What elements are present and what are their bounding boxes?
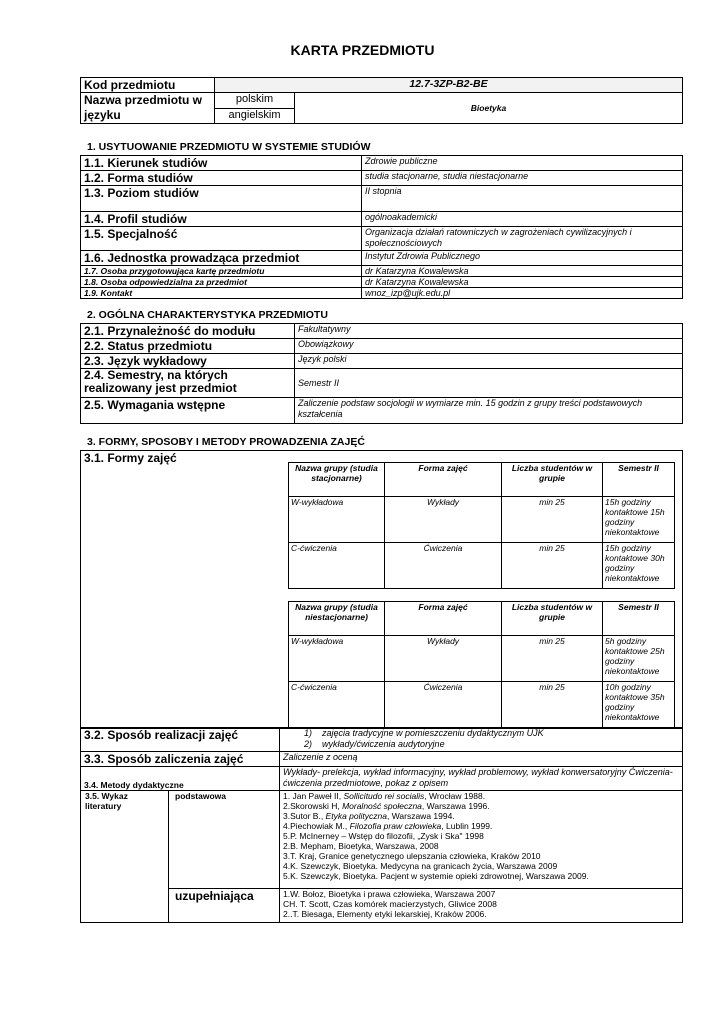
sposob-item: 2) wykłady/ćwiczenia audytoryjne bbox=[304, 739, 445, 749]
s2-value: Obowiązkowy bbox=[295, 339, 683, 354]
cell: W-wykładowa bbox=[289, 636, 385, 682]
sposob-item: 1) zajęcia tradycyjne w pomieszczeniu dydaktycznym UJK bbox=[304, 728, 544, 738]
s2-label: 2.1. Przynależność do modułu bbox=[81, 324, 295, 339]
cell: min 25 bbox=[502, 543, 603, 589]
cell: W-wykładowa bbox=[289, 497, 385, 543]
s2-value: Fakultatywny bbox=[295, 324, 683, 339]
metody-value: Wykłady- prelekcja, wykład informacyjny, wykład problemowy, wykład konwersatoryjny Ćwiczenia- ćwiczenia przedmiotowe, pokaz z opisem bbox=[280, 767, 683, 791]
section2-heading: 2. OGÓLNA CHARAKTERYSTYKA PRZEDMIOTU bbox=[87, 309, 328, 321]
s1-value: II stopnia bbox=[362, 186, 683, 212]
section1-heading: 1. USYTUOWANIE PRZEDMIOTU W SYSTEMIE STUDIÓW bbox=[87, 141, 371, 153]
s1-value: studia stacjonarne, studia niestacjonarne bbox=[362, 171, 683, 186]
table-stacjonarne bbox=[288, 462, 675, 589]
cell: 15h godziny kontaktowe 15h godziny niekontaktowe bbox=[603, 497, 675, 543]
s1-label: 1.7. Osoba przygotowująca kartę przedmiotu bbox=[81, 266, 362, 277]
section3-lower-table bbox=[80, 727, 683, 923]
s1-label: 1.4. Profil studiów bbox=[81, 212, 362, 227]
s1-label: 1.2. Forma studiów bbox=[81, 171, 362, 186]
lit-item: 5.K. Szewczyk, Bioetyka. Pacjent w systemie opieki zdrowotnej, Warszawa 2009. bbox=[283, 871, 589, 881]
table-niestacjonarne bbox=[288, 601, 675, 728]
section1-table bbox=[80, 155, 683, 299]
cell: Wykłady bbox=[385, 636, 502, 682]
lit-item: 3.Sutor B., Etyka polityczna, Warszawa 1994. bbox=[283, 811, 455, 821]
header-table bbox=[80, 77, 683, 124]
th-liczba: Liczba studentów w grupie bbox=[502, 463, 603, 497]
zaliczenie-label: 3.3. Sposób zaliczenia zajęć bbox=[81, 752, 280, 767]
s2-label: 2.3. Język wykładowy bbox=[81, 354, 295, 369]
th-nazwa: Nazwa grupy (studia stacjonarne) bbox=[289, 463, 385, 497]
nazwa-label: Nazwa przedmiotu w języku bbox=[81, 93, 215, 124]
s1-value: wnoz_izp@ujk.edu.pl bbox=[362, 288, 683, 299]
cell: Wykłady bbox=[385, 497, 502, 543]
s1-label: 1.5. Specjalność bbox=[81, 227, 362, 251]
s1-value: ogólnoakademicki bbox=[362, 212, 683, 227]
kod-label: Kod przedmiotu bbox=[81, 78, 215, 93]
cell: C-ćwiczenia bbox=[289, 682, 385, 728]
s1-label: 1.9. Kontakt bbox=[81, 288, 362, 299]
lit-item: 3.T. Kraj, Granice genetycznego ulepszania człowieka, Kraków 2010 bbox=[283, 851, 541, 861]
th-nazwa: Nazwa grupy (studia niestacjonarne) bbox=[289, 602, 385, 636]
cell: min 25 bbox=[502, 497, 603, 543]
lit-item: 1.W. Bołoz, Bioetyka i prawa człowieka, Warszawa 2007 bbox=[283, 889, 496, 899]
metody-label: 3.4. Metody dydaktyczne bbox=[81, 767, 280, 791]
s2-label: 2.2. Status przedmiotu bbox=[81, 339, 295, 354]
lang-english: angielskim bbox=[215, 108, 295, 124]
s1-label: 1.3. Poziom studiów bbox=[81, 186, 362, 212]
s1-value: Instytut Zdrowia Publicznego bbox=[362, 251, 683, 266]
th-semestr: Semestr II bbox=[603, 463, 675, 497]
s1-label: 1.8. Osoba odpowiedzialna za przedmiot bbox=[81, 277, 362, 288]
kod-value: 12.7-3ZP-B2-BE bbox=[215, 78, 683, 93]
cell: 5h godziny kontaktowe 25h godziny niekontaktowe bbox=[603, 636, 675, 682]
page-title: KARTA PRZEDMIOTU bbox=[290, 42, 435, 58]
cell: Ćwiczenia bbox=[385, 543, 502, 589]
cell: min 25 bbox=[502, 636, 603, 682]
zaliczenie-value: Zaliczenie z oceną bbox=[280, 752, 683, 767]
s1-value: Organizacja działań ratowniczych w zagrożeniach cywilizacyjnych i społecznościowych bbox=[362, 227, 683, 251]
lit-item: 2.Skorowski H, Moralność społeczna, Warszawa 1996. bbox=[283, 801, 490, 811]
s2-label: 2.5. Wymagania wstępne bbox=[81, 398, 295, 424]
lit-item: 1. Jan Paweł II, Sollicitudo rei socialis, Wrocław 1988. bbox=[283, 791, 486, 801]
th-semestr: Semestr II bbox=[603, 602, 675, 636]
cell: C-ćwiczenia bbox=[289, 543, 385, 589]
lang-polish: polskim bbox=[215, 93, 295, 109]
s1-label: 1.1. Kierunek studiów bbox=[81, 156, 362, 171]
cell: Ćwiczenia bbox=[385, 682, 502, 728]
lit-item: 2..T. Biesaga, Elementy etyki lekarskiej, Kraków 2006. bbox=[283, 909, 487, 919]
th-forma: Forma zajęć bbox=[385, 463, 502, 497]
th-liczba: Liczba studentów w grupie bbox=[502, 602, 603, 636]
lit-item: 2.B. Mepham, Bioetyka, Warszawa, 2008 bbox=[283, 841, 439, 851]
sposob-label: 3.2. Sposób realizacji zajęć bbox=[81, 728, 280, 752]
section2-table bbox=[80, 323, 683, 424]
lit-item: 5.P. McInerney – Wstęp do filozofii, „Zysk i Ska" 1998 bbox=[283, 831, 484, 841]
lit-uzup-label: uzupełniająca bbox=[169, 889, 280, 923]
s2-value: Zaliczenie podstaw socjologii w wymiarze min. 15 godzin z grupy treści podstawowych kształcenia bbox=[295, 398, 683, 424]
cell: min 25 bbox=[502, 682, 603, 728]
lit-podst-label: podstawowa bbox=[169, 791, 280, 889]
s1-value: dr Katarzyna Kowalewska bbox=[362, 277, 683, 288]
lit-podst-list bbox=[280, 791, 683, 889]
lit-item: 4.Piechowiak M., Filozofia praw człowieka, Lublin 1999. bbox=[283, 821, 493, 831]
s1-value: Zdrowie publiczne bbox=[362, 156, 683, 171]
lit-item: 4.K. Szewczyk, Bioetyka. Medycyna na granicach życia, Warszawa 2009 bbox=[283, 861, 558, 871]
nazwa-value: Bioetyka bbox=[295, 93, 683, 124]
lit-label: 3.5. Wykaz literatury bbox=[81, 791, 169, 923]
lit-item: CH. T. Scott, Czas komórek macierzystych, Gliwice 2008 bbox=[283, 899, 497, 909]
cell: 10h godziny kontaktowe 35h godziny niekontaktowe bbox=[603, 682, 675, 728]
s1-value: dr Katarzyna Kowalewska bbox=[362, 266, 683, 277]
formy-label: 3.1. Formy zajęć bbox=[84, 451, 177, 465]
s1-label: 1.6. Jednostka prowadząca przedmiot bbox=[81, 251, 362, 266]
section3-heading: 3. FORMY, SPOSOBY I METODY PROWADZENIA ZAJĘĆ bbox=[87, 436, 365, 448]
s2-label: 2.4. Semestry, na których realizowany jest przedmiot bbox=[81, 369, 295, 398]
s2-value: Język polski bbox=[295, 354, 683, 369]
cell: 15h godziny kontaktowe 30h godziny niekontaktowe bbox=[603, 543, 675, 589]
s2-value: Semestr II bbox=[295, 369, 683, 398]
th-forma: Forma zajęć bbox=[385, 602, 502, 636]
